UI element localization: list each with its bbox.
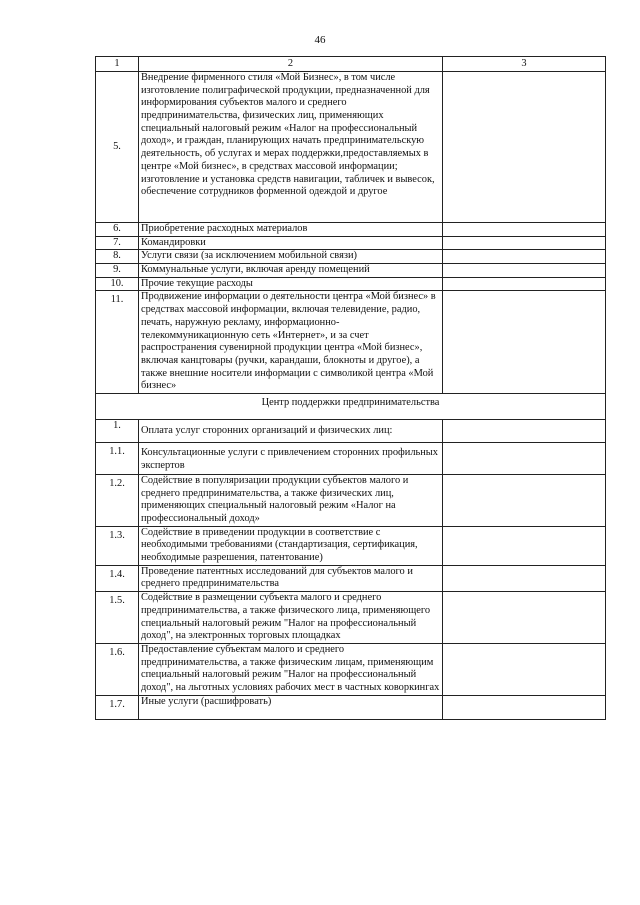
row-text: Консультационные услуги с привлечением сторонних профильных экспертов <box>139 442 443 474</box>
row-number: 5. <box>96 72 139 223</box>
row-number: 9. <box>96 264 139 278</box>
expense-table <box>95 56 606 720</box>
row-text: Командировки <box>139 236 443 250</box>
row-value <box>443 592 606 644</box>
row-value <box>443 277 606 291</box>
row-value <box>443 643 606 695</box>
row-number: 1.7. <box>96 695 139 719</box>
page-number: 46 <box>314 34 326 46</box>
row-text: Предоставление субъектам малого и среднего предпринимательства, а также физическим лицам, применяющим специальный налоговый режим "Налог на профессиональный доход", на льготных условиях рабочих мест в частных коворкингах <box>139 643 443 695</box>
table-header-row <box>96 57 606 72</box>
row-text: Содействие в приведении продукции в соответствие с необходимыми требованиями (стандартизация, сертификация, необходимые разрешения, патентование) <box>139 526 443 565</box>
table-row <box>96 223 606 237</box>
row-text: Содействие в популяризации продукции субъектов малого и среднего предпринимательства, а также физических лиц, применяющих специальный налоговый режим «Налог на профессиональный доход» <box>139 474 443 526</box>
row-value <box>443 474 606 526</box>
row-number: 6. <box>96 223 139 237</box>
table-row <box>96 419 606 442</box>
column-header: 1 <box>96 57 139 72</box>
row-value <box>443 250 606 264</box>
row-text: Иные услуги (расшифровать) <box>139 695 443 719</box>
row-value <box>443 236 606 250</box>
row-text: Услуги связи (за исключением мобильной связи) <box>139 250 443 264</box>
table-row <box>96 526 606 565</box>
row-text: Продвижение информации о деятельности центра «Мой бизнес» в средствах массовой информации, включая телевидение, радио, печать, наружную рекламу, информационно-телекоммуникационную сеть «Интернет», и за счет распространения сувенирной продукции центра «Мой бизнес», включая канцтовары (ручки, карандаши, блокноты и другое), а также внешние носители информации с символикой центра «Мой бизнес» <box>139 291 443 394</box>
table-row <box>96 277 606 291</box>
row-value <box>443 291 606 394</box>
row-value <box>443 72 606 223</box>
row-value <box>443 442 606 474</box>
table-row <box>96 291 606 394</box>
table-row <box>96 592 606 644</box>
row-value <box>443 695 606 719</box>
row-number: 1.3. <box>96 526 139 565</box>
row-number: 1.5. <box>96 592 139 644</box>
row-text: Прочие текущие расходы <box>139 277 443 291</box>
row-value <box>443 264 606 278</box>
row-value <box>443 565 606 591</box>
table-row <box>96 250 606 264</box>
row-number: 1.2. <box>96 474 139 526</box>
table-row <box>96 236 606 250</box>
table-row <box>96 442 606 474</box>
table-row <box>96 72 606 223</box>
row-number: 1. <box>96 419 139 442</box>
table-row <box>96 474 606 526</box>
row-text: Приобретение расходных материалов <box>139 223 443 237</box>
column-header: 3 <box>443 57 606 72</box>
row-text: Внедрение фирменного стиля «Мой Бизнес», в том числе изготовление полиграфической продукции, предназначенной для информирования субъектов малого и среднего предпринимательства, физических лиц, применяющих специальный налоговый режим «Налог на профессиональный доход», и граждан, планирующих начать предпринимательскую деятельность, об услугах и мерах поддержки,предоставляемых в центре «Мой бизнес», в средствах массовой информации; изготовление и установка средств навигации, табличек и вывесок, обеспечение сотрудников форменной одеждой и другое <box>139 72 443 223</box>
row-number: 8. <box>96 250 139 264</box>
row-text: Коммунальные услуги, включая аренду помещений <box>139 264 443 278</box>
row-number: 1.4. <box>96 565 139 591</box>
row-number: 10. <box>96 277 139 291</box>
table-row <box>96 695 606 719</box>
table-row <box>96 643 606 695</box>
row-text: Содействие в размещении субъекта малого и среднего предпринимательства, а также физического лица, применяющего специальный налоговый режим "Налог на профессиональный доход", на электронных торговых площадках <box>139 592 443 644</box>
table-row <box>96 565 606 591</box>
row-number: 11. <box>96 291 139 394</box>
row-number: 1.1. <box>96 442 139 474</box>
row-number: 7. <box>96 236 139 250</box>
row-value <box>443 419 606 442</box>
table-row <box>96 264 606 278</box>
row-value <box>443 223 606 237</box>
column-header: 2 <box>139 57 443 72</box>
row-value <box>443 526 606 565</box>
row-text: Оплата услуг сторонних организаций и физических лиц: <box>139 419 443 442</box>
row-text: Проведение патентных исследований для субъектов малого и среднего предпринимательства <box>139 565 443 591</box>
section-row <box>96 393 606 419</box>
row-number: 1.6. <box>96 643 139 695</box>
section-title: Центр поддержки предпринимательства <box>96 393 606 419</box>
